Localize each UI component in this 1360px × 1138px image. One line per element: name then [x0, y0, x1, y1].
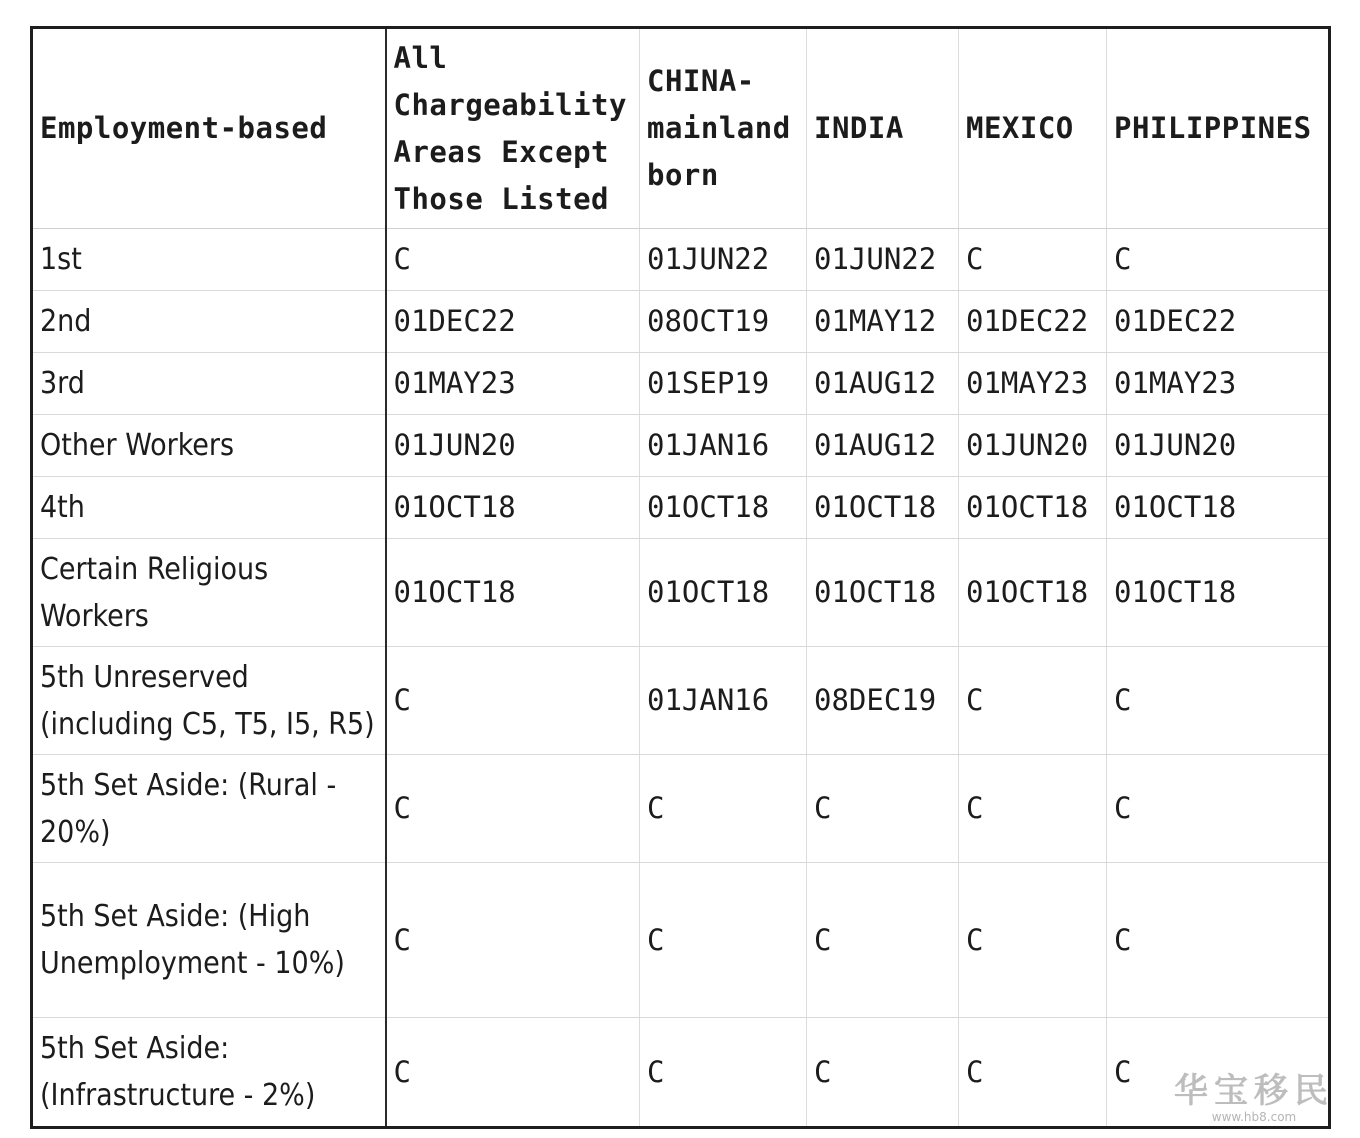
row-label: 5th Set Aside: (Infrastructure - 2%) [32, 1018, 386, 1128]
cell-mexico: 01OCT18 [959, 477, 1107, 539]
table-row-1st [32, 229, 1330, 291]
cell-china: C [640, 1018, 807, 1128]
row-label: 5th Set Aside: (Rural - 20%) [32, 755, 386, 863]
cell-mexico: C [959, 1018, 1107, 1128]
table-row-other-workers [32, 415, 1330, 477]
watermark-logo [1174, 1072, 1334, 1124]
row-label: 5th Set Aside: (High Unemployment - 10%) [32, 863, 386, 1018]
cell-mexico: 01JUN20 [959, 415, 1107, 477]
cell-china: 01JAN16 [640, 415, 807, 477]
cell-china: 01OCT18 [640, 477, 807, 539]
cell-philippines: 01OCT18 [1107, 477, 1330, 539]
table-row-5th-infrastructure [32, 1018, 1330, 1128]
table-row-5th-rural [32, 755, 1330, 863]
cell-all: C [386, 755, 640, 863]
cell-mexico: 01DEC22 [959, 291, 1107, 353]
cell-china: 01JAN16 [640, 647, 807, 755]
cell-mexico: C [959, 755, 1107, 863]
cell-all: C [386, 863, 640, 1018]
header-china: CHINA-mainland born [640, 28, 807, 229]
cell-china: 01SEP19 [640, 353, 807, 415]
cell-india: 01OCT18 [807, 477, 959, 539]
header-india: INDIA [807, 28, 959, 229]
cell-philippines: C [1107, 863, 1330, 1018]
cell-all: 01MAY23 [386, 353, 640, 415]
cell-all: C [386, 229, 640, 291]
cell-philippines: C [1107, 229, 1330, 291]
cell-philippines: C [1107, 755, 1330, 863]
cell-philippines: 01DEC22 [1107, 291, 1330, 353]
row-label: 3rd [32, 353, 386, 415]
cell-mexico: C [959, 229, 1107, 291]
visa-bulletin-table [30, 26, 1331, 1129]
cell-india: 01OCT18 [807, 539, 959, 647]
table-row-5th-unreserved [32, 647, 1330, 755]
row-label: 1st [32, 229, 386, 291]
cell-philippines: C [1107, 1018, 1330, 1128]
cell-china: 08OCT19 [640, 291, 807, 353]
cell-india: 01AUG12 [807, 353, 959, 415]
row-label: 5th Unreserved (including C5, T5, I5, R5) [32, 647, 386, 755]
cell-india: C [807, 1018, 959, 1128]
row-label: Other Workers [32, 415, 386, 477]
cell-all: 01OCT18 [386, 477, 640, 539]
cell-india: 08DEC19 [807, 647, 959, 755]
table-row-3rd [32, 353, 1330, 415]
cell-mexico: 01OCT18 [959, 539, 1107, 647]
row-label: 2nd [32, 291, 386, 353]
cell-mexico: C [959, 863, 1107, 1018]
row-label: 4th [32, 477, 386, 539]
cell-india: C [807, 863, 959, 1018]
cell-all: 01OCT18 [386, 539, 640, 647]
table-row-2nd [32, 291, 1330, 353]
watermark-text: 华宝移民 [1174, 1071, 1334, 1111]
cell-india: 01MAY12 [807, 291, 959, 353]
cell-india: 01JUN22 [807, 229, 959, 291]
cell-india: C [807, 755, 959, 863]
cell-philippines: 01OCT18 [1107, 539, 1330, 647]
cell-china: 01OCT18 [640, 539, 807, 647]
cell-china: 01JUN22 [640, 229, 807, 291]
header-employment-based: Employment-based [32, 28, 386, 229]
cell-china: C [640, 863, 807, 1018]
table-row-4th [32, 477, 1330, 539]
cell-philippines: 01JUN20 [1107, 415, 1330, 477]
cell-china: C [640, 755, 807, 863]
header-row [32, 28, 1330, 229]
cell-all: C [386, 647, 640, 755]
cell-all: 01DEC22 [386, 291, 640, 353]
table-row-5th-high-unemployment [32, 863, 1330, 1018]
cell-mexico: 01MAY23 [959, 353, 1107, 415]
cell-philippines: 01MAY23 [1107, 353, 1330, 415]
table-row-religious-workers [32, 539, 1330, 647]
cell-all: C [386, 1018, 640, 1128]
header-all-chargeability: All Chargeability Areas Except Those Listed [386, 28, 640, 229]
cell-india: 01AUG12 [807, 415, 959, 477]
watermark-url: www.hb8.com [1211, 1110, 1297, 1124]
cell-philippines: C [1107, 647, 1330, 755]
header-philippines: PHILIPPINES [1107, 28, 1330, 229]
cell-mexico: C [959, 647, 1107, 755]
cell-all: 01JUN20 [386, 415, 640, 477]
row-label: Certain Religious Workers [32, 539, 386, 647]
header-mexico: MEXICO [959, 28, 1107, 229]
